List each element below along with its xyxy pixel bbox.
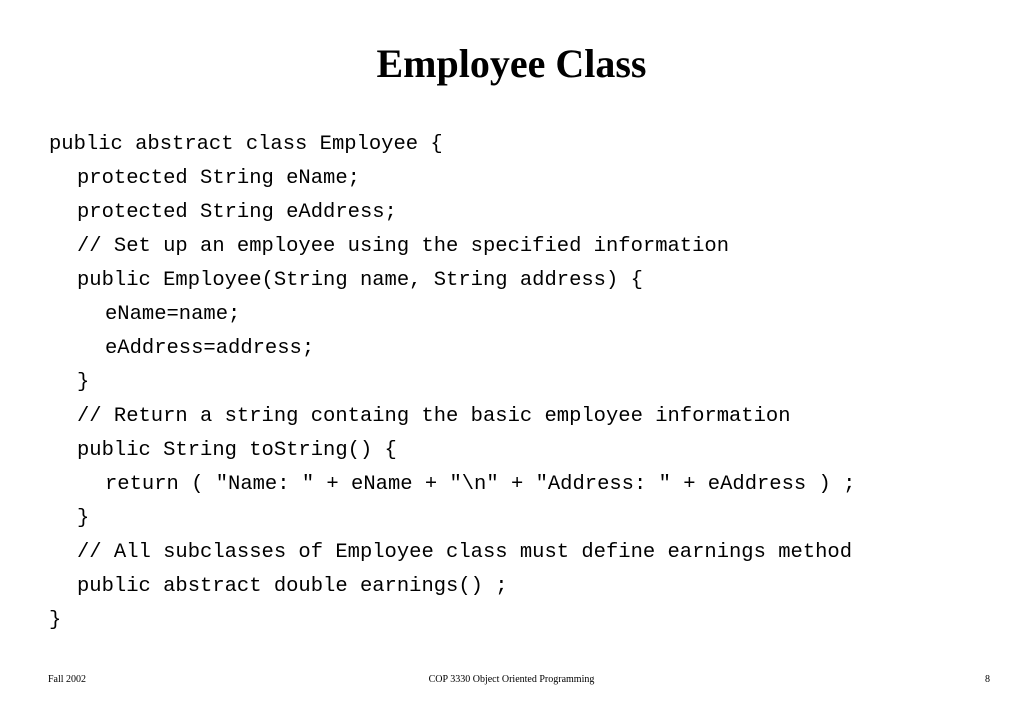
code-line: return ( "Name: " + eName + "\n" + "Address: " + eAddress ) ; (105, 473, 856, 496)
code-line: } (77, 371, 90, 394)
footer-page-number: 8 (985, 674, 990, 685)
code-line: public String toString() { (77, 439, 397, 462)
code-line: // All subclasses of Employee class must define earnings method (77, 541, 853, 564)
code-line: eAddress=address; (105, 337, 315, 360)
code-line: eName=name; (105, 303, 241, 326)
code-line: public abstract double earnings() ; (77, 575, 508, 598)
code-line: // Return a string containg the basic employee information (77, 405, 791, 428)
code-block (49, 128, 855, 638)
code-line: public abstract class Employee { (49, 133, 443, 156)
code-line: protected String eAddress; (77, 201, 397, 224)
code-line: public Employee(String name, String address) { (77, 269, 643, 292)
code-line: } (77, 507, 90, 530)
code-line: // Set up an employee using the specified information (77, 235, 730, 258)
footer-course-term: Fall 2002 (48, 674, 87, 685)
slide-title: Employee Class (376, 41, 647, 86)
code-line: protected String eName; (77, 167, 360, 190)
code-line: } (49, 609, 62, 632)
footer-course-title: COP 3330 Object Oriented Programming (428, 674, 595, 685)
